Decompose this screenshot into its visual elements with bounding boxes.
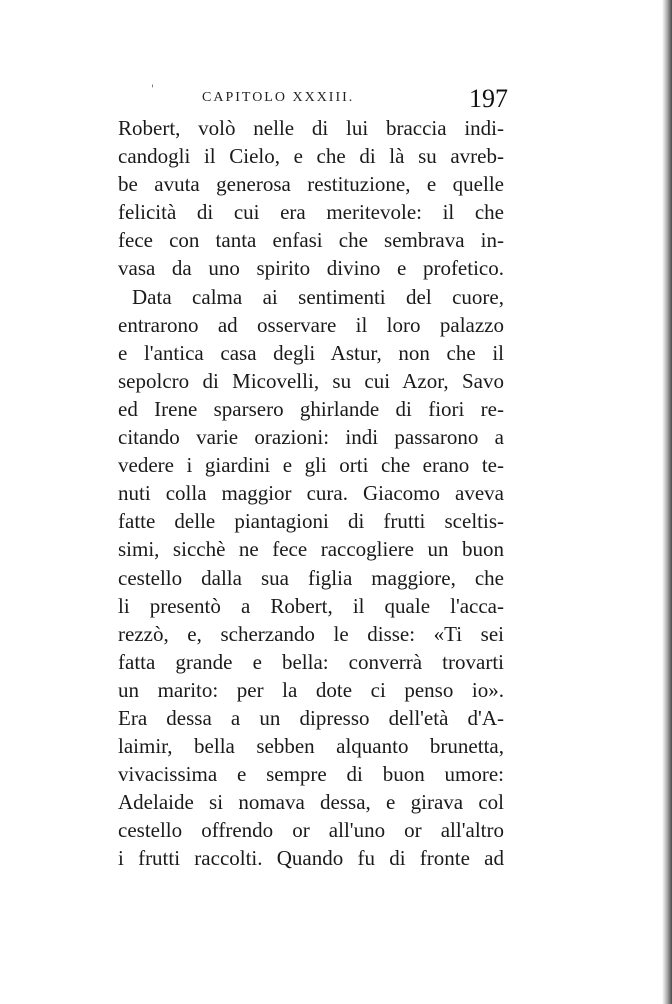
text-line: Adelaide si nomava dessa, e girava col — [118, 790, 504, 815]
text-line: sepolcro di Micovelli, su cui Azor, Savo — [118, 368, 504, 393]
text-line: ed Irene sparsero ghirlande di fiori re- — [118, 396, 504, 421]
page-mark: ' — [151, 84, 154, 95]
text-line: Data calma ai sentimenti del cuore, — [132, 284, 504, 309]
text-line: fatte delle piantagioni di frutti sceltis- — [118, 509, 504, 534]
text-line: nuti colla maggior cura. Giacomo aveva — [118, 481, 504, 506]
text-line: li presentò a Robert, il quale l'acca- — [118, 593, 504, 618]
text-line: vedere i giardini e gli orti che erano te- — [118, 453, 504, 478]
page-number: 197 — [469, 84, 508, 113]
page-edge-shadow — [662, 0, 672, 1004]
text-line: be avuta generosa restituzione, e quelle — [118, 172, 504, 197]
text-line: Robert, volò nelle di lui braccia indi- — [118, 116, 504, 140]
text-line: un marito: per la dote ci penso io». — [118, 677, 504, 702]
text-line: Era dessa a un dipresso dell'età d'A- — [118, 705, 504, 730]
text-line: simi, sicchè ne fece raccogliere un buon — [118, 537, 504, 562]
text-line: fece con tanta enfasi che sembrava in- — [118, 228, 504, 253]
body-text — [118, 114, 504, 873]
text-line: citando varie orazioni: indi passarono a — [118, 425, 504, 450]
text-line: laimir, bella sebben alquanto brunetta, — [118, 734, 504, 759]
text-line: e l'antica casa degli Astur, non che il — [118, 340, 504, 365]
text-line: rezzò, e, scherzando le disse: «Ti sei — [118, 621, 504, 646]
text-line: cestello dalla sua figlia maggiore, che — [118, 565, 504, 590]
text-line: fatta grande e bella: converrà trovarti — [118, 649, 504, 674]
running-head: CAPITOLO XXXIII. — [202, 90, 355, 105]
text-line: vasa da uno spirito divino e profetico. — [118, 256, 504, 281]
text-line: entrarono ad osservare il loro palazzo — [118, 312, 504, 337]
text-line: i frutti raccolti. Quando fu di fronte ad — [118, 846, 504, 871]
text-line: candogli il Cielo, e che di là su avreb- — [118, 144, 504, 169]
text-line: cestello offrendo or all'uno or all'altro — [118, 818, 504, 843]
text-line: vivacissima e sempre di buon umore: — [118, 762, 504, 787]
text-line: felicità di cui era meritevole: il che — [118, 200, 504, 225]
